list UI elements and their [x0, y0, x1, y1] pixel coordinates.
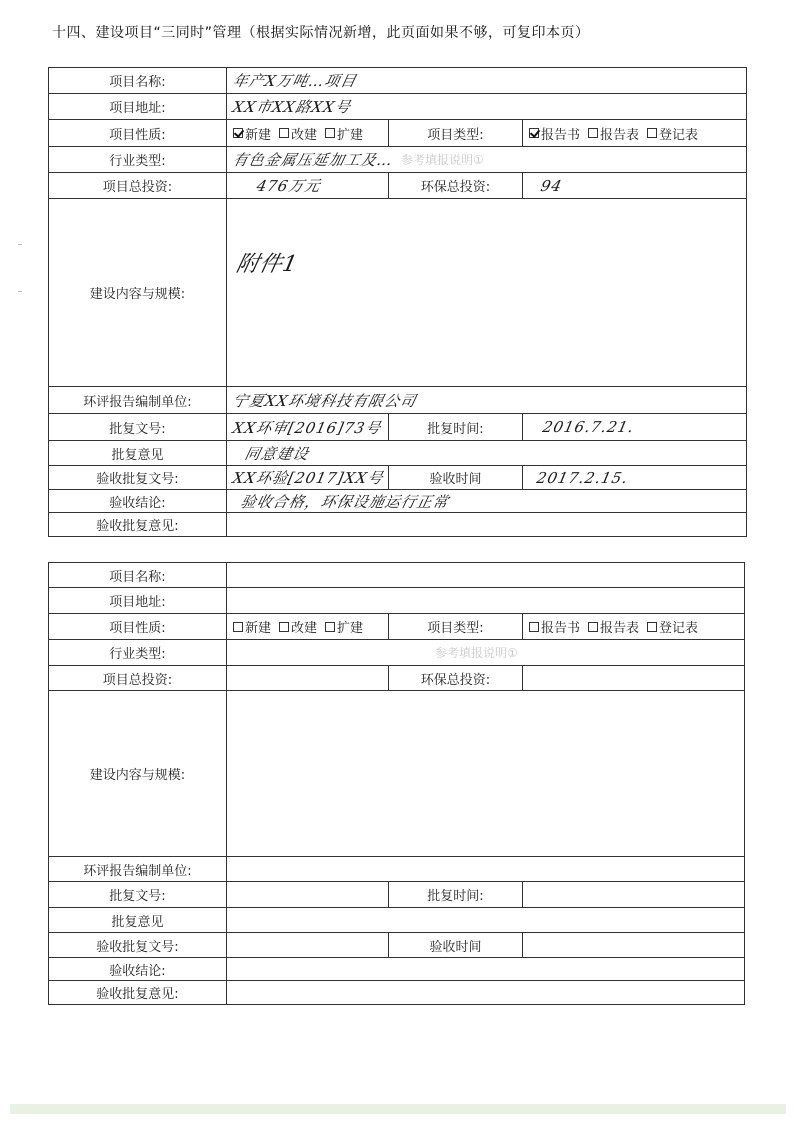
- page-title: 十四、建设项目“三同时”管理（根据实际情况新增，此页面如果不够，可复印本页）: [52, 25, 590, 41]
- label-acceptance-time: 验收时间: [389, 466, 523, 489]
- checkbox-rebuild[interactable]: 改建: [279, 617, 317, 636]
- field-acceptance-conclusion[interactable]: [227, 958, 744, 980]
- checkbox-checked-icon: [529, 128, 539, 138]
- label-acceptance-opinion: 验收批复意见:: [49, 513, 227, 536]
- field-project-address[interactable]: [227, 588, 744, 613]
- checkbox-expand[interactable]: 扩建: [325, 617, 363, 636]
- label-project-name: 项目名称:: [49, 68, 227, 93]
- row-acceptance-opinion: [49, 513, 746, 536]
- row-acceptance-opinion: [49, 981, 744, 1004]
- row-acceptance: [49, 933, 744, 958]
- label-content-scale: 建设内容与规模:: [49, 691, 227, 856]
- field-project-name[interactable]: [227, 68, 746, 93]
- row-eia-unit: [49, 387, 746, 414]
- checkbox-icon: [233, 622, 243, 632]
- checkbox-report-book[interactable]: 报告书: [529, 617, 580, 636]
- field-project-address[interactable]: [227, 94, 746, 119]
- field-project-type: [523, 614, 744, 639]
- row-project-address: [49, 588, 744, 614]
- field-total-investment[interactable]: [227, 666, 389, 690]
- row-industry-type: [49, 640, 744, 666]
- row-acceptance: [49, 466, 746, 490]
- handwritten-content-scale: 附件1: [233, 252, 301, 277]
- label-eia-unit: 环评报告编制单位:: [49, 857, 227, 881]
- row-approval-opinion: [49, 441, 746, 466]
- field-approval-no[interactable]: [227, 414, 389, 440]
- handwritten-approval-no: XX环审[2016]73号: [230, 418, 384, 437]
- field-project-type: [523, 120, 746, 146]
- handwritten-eia-unit: 宁夏XX环境科技有限公司: [230, 391, 419, 410]
- field-project-nature: [227, 120, 389, 146]
- checkbox-report-form[interactable]: 报告表: [588, 124, 639, 143]
- handwritten-approval-opinion: 同意建设: [242, 444, 311, 463]
- scan-bottom-band: [10, 1104, 786, 1114]
- label-env-investment: 环保总投资:: [389, 666, 523, 690]
- label-acceptance-conclusion: 验收结论:: [49, 490, 227, 512]
- field-approval-time[interactable]: [523, 882, 744, 907]
- label-project-type: 项目类型:: [389, 614, 523, 639]
- field-eia-unit[interactable]: [227, 387, 746, 413]
- label-project-address: 项目地址:: [49, 588, 227, 613]
- field-total-investment[interactable]: [227, 173, 389, 198]
- row-eia-unit: [49, 857, 744, 882]
- label-env-investment: 环保总投资:: [389, 173, 523, 198]
- label-acceptance-conclusion: 验收结论:: [49, 958, 227, 980]
- checkbox-icon: [325, 128, 335, 138]
- handwritten-acceptance-conclusion: 验收合格，环保设施运行正常: [238, 492, 451, 511]
- label-total-investment: 项目总投资:: [49, 666, 227, 690]
- row-project-name: [49, 68, 746, 94]
- field-approval-no[interactable]: [227, 882, 389, 907]
- label-industry-type: 行业类型:: [49, 147, 227, 172]
- handwritten-total-investment: 476万元: [254, 177, 323, 195]
- field-eia-unit[interactable]: [227, 857, 744, 881]
- label-acceptance-no: 验收批复文号:: [49, 933, 227, 957]
- scan-margin-mark: [18, 244, 22, 245]
- row-industry-type: [49, 147, 746, 173]
- ghost-hint-text: 参考填报说明①: [401, 153, 484, 167]
- row-project-nature: [49, 614, 744, 640]
- checkbox-rebuild[interactable]: 改建: [279, 124, 317, 143]
- checkbox-report-form[interactable]: 报告表: [588, 617, 639, 636]
- checkbox-icon: [325, 622, 335, 632]
- handwritten-project-name: 年产X万吨…项目: [230, 72, 359, 90]
- checkbox-new-build[interactable]: 新建: [233, 124, 271, 143]
- field-project-name[interactable]: [227, 563, 744, 587]
- scan-margin-mark: [18, 291, 22, 292]
- label-acceptance-no: 验收批复文号:: [49, 466, 227, 489]
- row-content-scale: [49, 199, 746, 387]
- field-industry-type[interactable]: [227, 147, 746, 172]
- checkbox-registration[interactable]: 登记表: [647, 124, 698, 143]
- row-content-scale: [49, 691, 744, 857]
- label-content-scale: 建设内容与规模:: [49, 199, 227, 386]
- label-approval-opinion: 批复意见: [49, 441, 227, 465]
- label-approval-no: 批复文号:: [49, 414, 227, 440]
- field-acceptance-time[interactable]: [523, 466, 746, 489]
- row-project-nature: [49, 120, 746, 147]
- row-approval-opinion: [49, 908, 744, 933]
- row-investment: [49, 173, 746, 199]
- handwritten-approval-time: 2016.7.21.: [541, 418, 637, 436]
- label-project-address: 项目地址:: [49, 94, 227, 119]
- label-approval-opinion: 批复意见: [49, 908, 227, 932]
- checkbox-icon: [647, 128, 657, 138]
- checkbox-new-build[interactable]: 新建: [233, 617, 271, 636]
- label-total-investment: 项目总投资:: [49, 173, 227, 198]
- field-env-investment[interactable]: [523, 666, 744, 690]
- label-approval-time: 批复时间:: [389, 882, 523, 907]
- checkbox-registration[interactable]: 登记表: [647, 617, 698, 636]
- checkbox-report-book[interactable]: 报告书: [529, 124, 580, 143]
- handwritten-industry-type: 有色金属压延加工及…: [230, 151, 395, 169]
- handwritten-env-investment: 94: [539, 176, 565, 195]
- label-project-nature: 项目性质:: [49, 614, 227, 639]
- row-approval: [49, 882, 744, 908]
- row-acceptance-conclusion: [49, 958, 744, 981]
- field-acceptance-opinion[interactable]: [227, 513, 746, 536]
- field-acceptance-time[interactable]: [523, 933, 744, 957]
- field-industry-type[interactable]: [227, 640, 744, 665]
- checkbox-expand[interactable]: 扩建: [325, 124, 363, 143]
- field-approval-opinion[interactable]: [227, 441, 746, 465]
- field-approval-opinion[interactable]: [227, 908, 744, 932]
- field-content-scale[interactable]: [227, 199, 746, 386]
- field-approval-time[interactable]: [523, 414, 746, 440]
- handwritten-acceptance-time: 2017.2.15.: [535, 468, 631, 487]
- project-form-1: [48, 67, 747, 537]
- label-project-nature: 项目性质:: [49, 120, 227, 146]
- row-acceptance-conclusion: [49, 490, 746, 513]
- checkbox-icon: [279, 128, 289, 138]
- checkbox-icon: [279, 622, 289, 632]
- label-approval-time: 批复时间:: [389, 414, 523, 440]
- row-investment: [49, 666, 744, 691]
- checkbox-icon: [588, 622, 598, 632]
- field-acceptance-opinion[interactable]: [227, 981, 744, 1004]
- field-content-scale[interactable]: [227, 691, 744, 856]
- handwritten-project-address: XX市XX路XX号: [230, 98, 353, 116]
- handwritten-acceptance-no: XX环验[2017]XX号: [230, 469, 386, 487]
- field-project-nature: [227, 614, 389, 639]
- label-project-type: 项目类型:: [389, 120, 523, 146]
- checkbox-icon: [529, 622, 539, 632]
- checkbox-icon: [588, 128, 598, 138]
- field-acceptance-conclusion[interactable]: [227, 490, 746, 512]
- field-env-investment[interactable]: [523, 173, 746, 198]
- label-acceptance-opinion: 验收批复意见:: [49, 981, 227, 1004]
- label-approval-no: 批复文号:: [49, 882, 227, 907]
- field-acceptance-no[interactable]: [227, 466, 389, 489]
- row-project-name: [49, 563, 744, 588]
- label-project-name: 项目名称:: [49, 563, 227, 587]
- checkbox-icon: [647, 622, 657, 632]
- project-form-2: [48, 562, 745, 1005]
- label-acceptance-time: 验收时间: [389, 933, 523, 957]
- field-acceptance-no[interactable]: [227, 933, 389, 957]
- ghost-hint-text: 参考填报说明①: [435, 646, 518, 660]
- row-project-address: [49, 94, 746, 120]
- label-eia-unit: 环评报告编制单位:: [49, 387, 227, 413]
- label-industry-type: 行业类型:: [49, 640, 227, 665]
- checkbox-checked-icon: [233, 128, 243, 138]
- row-approval: [49, 414, 746, 441]
